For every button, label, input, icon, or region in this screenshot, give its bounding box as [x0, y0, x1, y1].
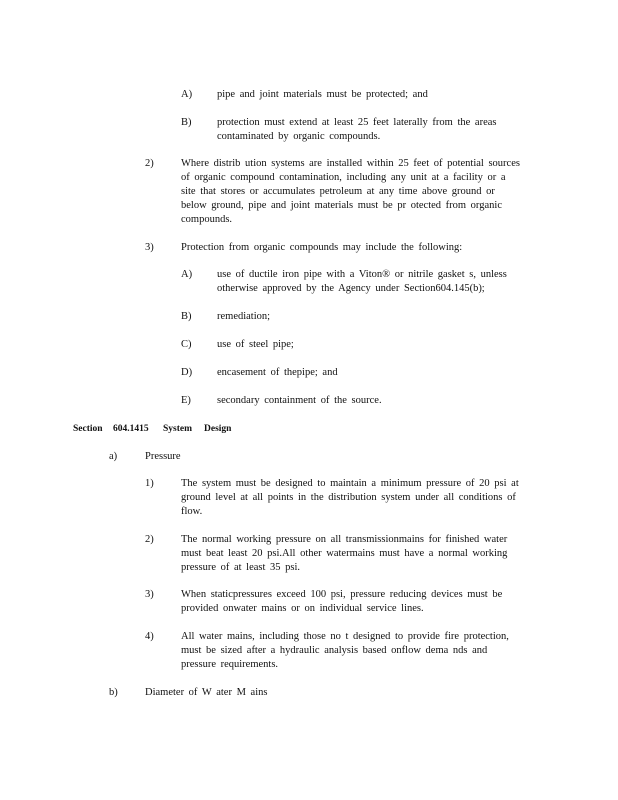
item-label: b): [109, 687, 118, 698]
item-label: 1): [145, 478, 154, 489]
item-label: E): [181, 395, 191, 406]
section-label: Section: [73, 424, 103, 434]
item-text-line: below ground, pipe and joint materials must be pr otected from organic: [181, 200, 502, 211]
item-text-line: Protection from organic compounds may include the following:: [181, 242, 463, 253]
item-text-line: ground level at all points in the distribution system under all conditions of: [181, 492, 516, 503]
item-text-line: When staticpressures exceed 100 psi, pressure reducing devices must be: [181, 589, 503, 600]
section-number: 604.1415: [113, 424, 149, 434]
item-text-line: compounds.: [181, 214, 233, 225]
item-text-line: Diameter of W ater M ains: [145, 687, 268, 698]
item-label: B): [181, 311, 192, 322]
item-text-line: Where distrib ution systems are installed within 25 feet of potential sources: [181, 158, 520, 169]
item-label: 2): [145, 534, 154, 545]
item-label: A): [181, 269, 193, 280]
item-text-line: otherwise approved by the Agency under Section604.145(b);: [217, 283, 485, 294]
item-text-line: flow.: [181, 506, 203, 517]
item-text-line: protection must extend at least 25 feet laterally from the areas: [217, 117, 497, 128]
item-text-line: Pressure: [145, 451, 181, 462]
item-text-line: use of steel pipe;: [217, 339, 294, 350]
item-text-line: The system must be designed to maintain a minimum pressure of 20 psi at: [181, 478, 519, 489]
item-text-line: remediation;: [217, 311, 271, 322]
item-label: D): [181, 367, 193, 378]
item-label: 3): [145, 589, 154, 600]
item-text-line: of organic compound contamination, including any unit at a facility or a: [181, 172, 506, 183]
item-text-line: pressure requirements.: [181, 659, 279, 670]
item-text-line: use of ductile iron pipe with a Viton® or nitrile gasket s, unless: [217, 269, 507, 280]
item-text-line: pipe and joint materials must be protected; and: [217, 89, 428, 100]
item-text-line: contaminated by organic compounds.: [217, 131, 381, 142]
item-text-line: must beat least 20 psi.All other watermains must have a normal working: [181, 548, 508, 559]
section-title-word: System: [163, 424, 193, 434]
item-text-line: pressure of at least 35 psi.: [181, 562, 301, 573]
item-label: 3): [145, 242, 154, 253]
item-text-line: secondary containment of the source.: [217, 395, 382, 406]
item-label: 4): [145, 631, 154, 642]
item-text-line: The normal working pressure on all transmissionmains for finished water: [181, 534, 508, 545]
item-text-line: site that stores or accumulates petroleum at any time above ground or: [181, 186, 495, 197]
item-label: A): [181, 89, 193, 100]
item-text-line: encasement of thepipe; and: [217, 367, 338, 378]
item-label: a): [109, 451, 118, 462]
item-label: B): [181, 117, 192, 128]
section-title-word: Design: [204, 424, 232, 434]
item-label: C): [181, 339, 192, 350]
item-text-line: All water mains, including those no t designed to provide fire protection,: [181, 631, 509, 642]
item-text-line: must be sized after a hydraulic analysis based onflow dema nds and: [181, 645, 488, 656]
item-text-line: provided onwater mains or on individual service lines.: [181, 603, 424, 614]
item-label: 2): [145, 158, 154, 169]
